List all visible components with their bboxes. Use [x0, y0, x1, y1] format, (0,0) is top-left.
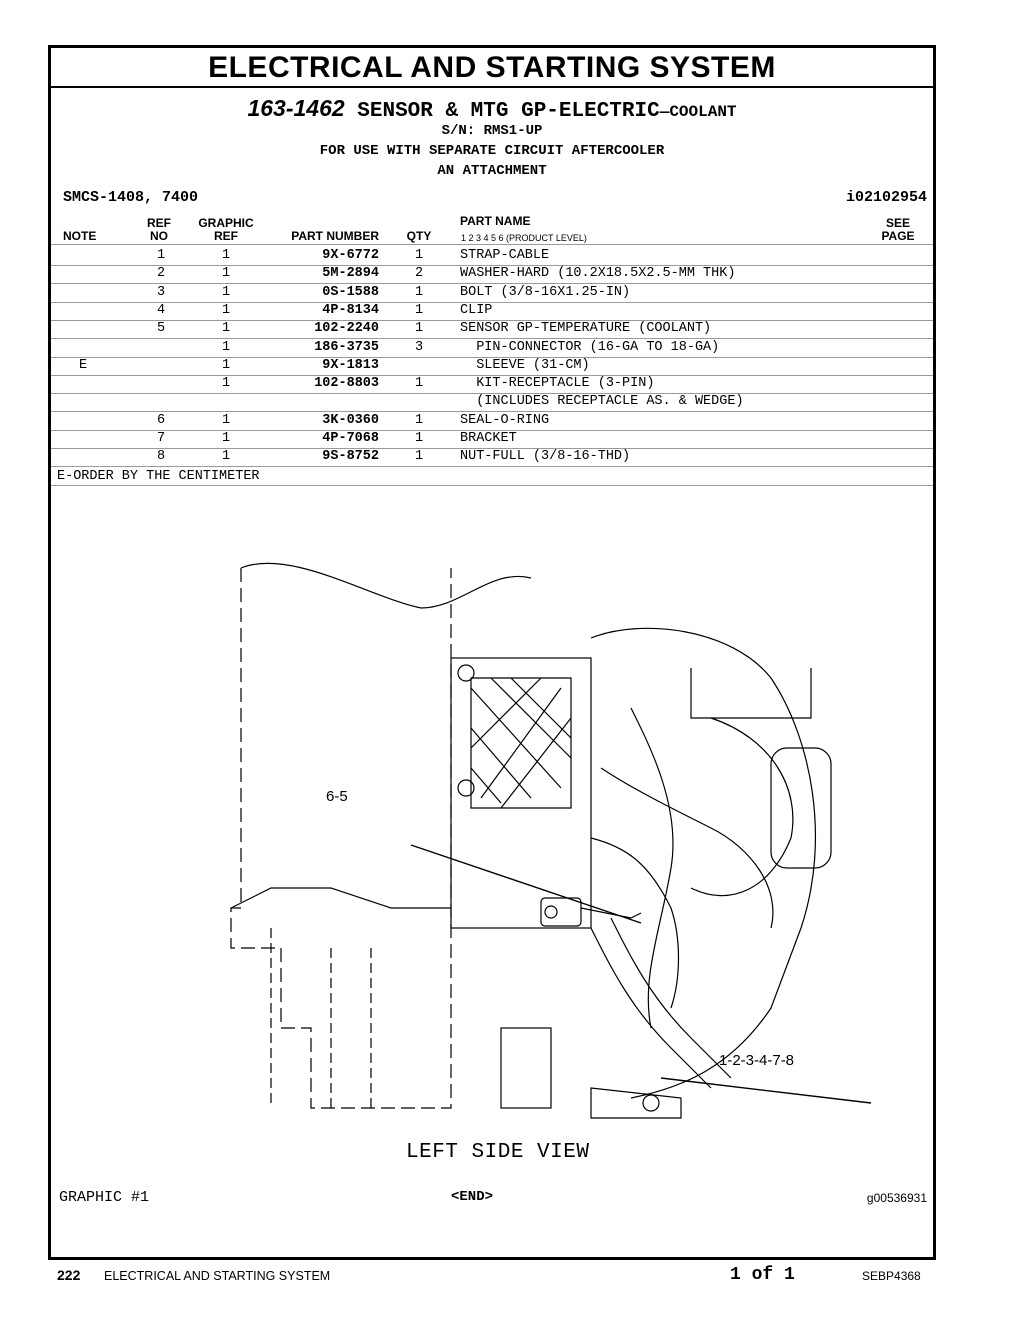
col-graphic-bottom: REF: [214, 229, 238, 243]
row-note: E: [79, 357, 88, 373]
table-row: [51, 284, 933, 302]
header-rule: [51, 244, 933, 245]
col-part-name: PART NAME: [460, 214, 531, 228]
row-part-number: 0S-1588: [322, 284, 379, 300]
col-see-bottom: PAGE: [881, 229, 915, 243]
row-graphic-ref: 1: [221, 412, 231, 428]
col-qty: QTY: [406, 229, 432, 243]
serial-range: S/N: RMS1-UP: [441, 123, 543, 139]
section-title-bar: [51, 48, 933, 88]
row-qty: 2: [414, 266, 424, 282]
engine-left-side-drawing: [211, 508, 931, 1148]
row-part-number: 3K-0360: [322, 412, 379, 428]
row-ref-no: 8: [156, 449, 166, 465]
table-row: [51, 393, 933, 411]
illustration-id: i02102954: [845, 189, 927, 206]
row-qty: 1: [414, 248, 424, 263]
footnote-rule: [51, 485, 933, 486]
callout-6-5: 6-5: [326, 788, 348, 805]
product-levels: 1 2 3 4 5 6 (PRODUCT LEVEL): [461, 233, 587, 243]
table-row: [51, 375, 933, 393]
col-ref-top: REF: [147, 216, 171, 230]
row-graphic-ref: 1: [221, 449, 231, 465]
row-graphic-ref: 1: [221, 321, 231, 337]
row-ref-no: 2: [156, 266, 166, 282]
row-qty: 1: [414, 431, 424, 446]
row-graphic-ref: 1: [221, 376, 231, 392]
row-part-number: 186-3735: [314, 339, 379, 355]
section-title: ELECTRICAL AND STARTING SYSTEM: [208, 51, 776, 84]
row-graphic-ref: 1: [221, 302, 231, 318]
row-ref-no: 7: [156, 431, 166, 446]
page-of: 1 of 1: [730, 1265, 795, 1285]
usage-line-1: FOR USE WITH SEPARATE CIRCUIT AFTERCOOLER: [319, 143, 665, 159]
row-part-number: 102-8803: [314, 376, 379, 392]
row-part-name: SLEEVE (31-CM): [460, 357, 590, 373]
row-part-name: PIN-CONNECTOR (16-GA TO 18-GA): [460, 339, 720, 355]
document-id: SEBP4368: [862, 1269, 921, 1283]
row-ref-no: 3: [156, 284, 166, 300]
col-part-number: PART NUMBER: [291, 229, 379, 243]
end-marker: <END>: [451, 1189, 494, 1205]
row-graphic-ref: 1: [221, 431, 231, 446]
callout-1-2-3-4-7-8: 1-2-3-4-7-8: [719, 1052, 795, 1069]
row-part-name: (INCLUDES RECEPTACLE AS. & WEDGE): [460, 394, 744, 410]
row-graphic-ref: 1: [221, 266, 231, 282]
row-qty: 1: [414, 284, 424, 300]
row-part-name: CLIP: [460, 302, 493, 318]
table-row: [51, 247, 933, 265]
row-part-number: 4P-7068: [322, 431, 379, 446]
row-qty: 1: [414, 449, 424, 465]
col-graphic: [191, 217, 261, 243]
row-graphic-ref: 1: [221, 284, 231, 300]
row-part-name: WASHER-HARD (10.2X18.5X2.5-MM THK): [460, 266, 736, 282]
page-number: 222: [57, 1267, 81, 1283]
row-qty: 1: [414, 412, 424, 428]
row-part-name: KIT-RECEPTACLE (3-PIN): [460, 376, 655, 392]
row-ref-no: 6: [156, 412, 166, 428]
row-part-number: 102-2240: [314, 321, 379, 337]
table-row: [51, 265, 933, 283]
row-part-name: BOLT (3/8-16X1.25-IN): [460, 284, 631, 300]
group-part-number: 163-1462: [247, 95, 345, 121]
col-graphic-top: GRAPHIC: [198, 216, 254, 230]
graphic-id: g00536931: [866, 1191, 927, 1205]
row-ref-no: 1: [156, 248, 166, 263]
row-part-name: NUT-FULL (3/8-16-THD): [460, 449, 631, 465]
footer-section: ELECTRICAL AND STARTING SYSTEM: [104, 1269, 331, 1283]
row-graphic-ref: 1: [221, 357, 231, 373]
table-row: [51, 320, 933, 338]
row-qty: 1: [414, 321, 424, 337]
row-ref-no: 4: [156, 302, 166, 318]
table-row: [51, 302, 933, 320]
col-note: NOTE: [63, 229, 97, 243]
col-ref-bottom: NO: [150, 229, 168, 243]
row-part-name: BRACKET: [460, 431, 517, 446]
table-row: [51, 412, 933, 430]
usage-line-2: AN ATTACHMENT: [437, 163, 547, 179]
table-row: [51, 430, 933, 448]
row-ref-no: 5: [156, 321, 166, 337]
row-part-name: SEAL-O-RING: [460, 412, 550, 428]
row-part-number: 5M-2894: [322, 266, 379, 282]
row-part-number: 4P-8134: [322, 302, 379, 318]
col-see-page: [873, 217, 923, 243]
row-rule: [51, 466, 933, 467]
row-qty: 3: [414, 339, 424, 355]
row-qty: 1: [414, 302, 424, 318]
row-part-number: 9S-8752: [322, 449, 379, 465]
col-see-top: SEE: [885, 216, 910, 230]
row-graphic-ref: 1: [221, 339, 231, 355]
group-heading: [51, 95, 933, 123]
graphic-label: GRAPHIC #1: [59, 1189, 150, 1206]
row-qty: 1: [414, 376, 424, 392]
page-frame: [48, 45, 936, 1260]
table-row: [51, 339, 933, 357]
table-row: [51, 357, 933, 375]
group-suffix: —COOLANT: [659, 103, 737, 121]
row-part-number: 9X-1813: [322, 357, 379, 373]
row-part-number: 9X-6772: [322, 248, 379, 263]
row-part-name: SENSOR GP-TEMPERATURE (COOLANT): [460, 321, 712, 337]
footnote: E-ORDER BY THE CENTIMETER: [57, 469, 260, 484]
col-ref: [139, 217, 179, 243]
smcs-code: SMCS-1408, 7400: [63, 189, 199, 206]
drawing-caption: LEFT SIDE VIEW: [406, 1141, 590, 1164]
row-graphic-ref: 1: [221, 248, 231, 263]
row-part-name: STRAP-CABLE: [460, 248, 550, 263]
group-name: SENSOR & MTG GP-ELECTRIC: [357, 100, 660, 123]
table-row: [51, 448, 933, 466]
